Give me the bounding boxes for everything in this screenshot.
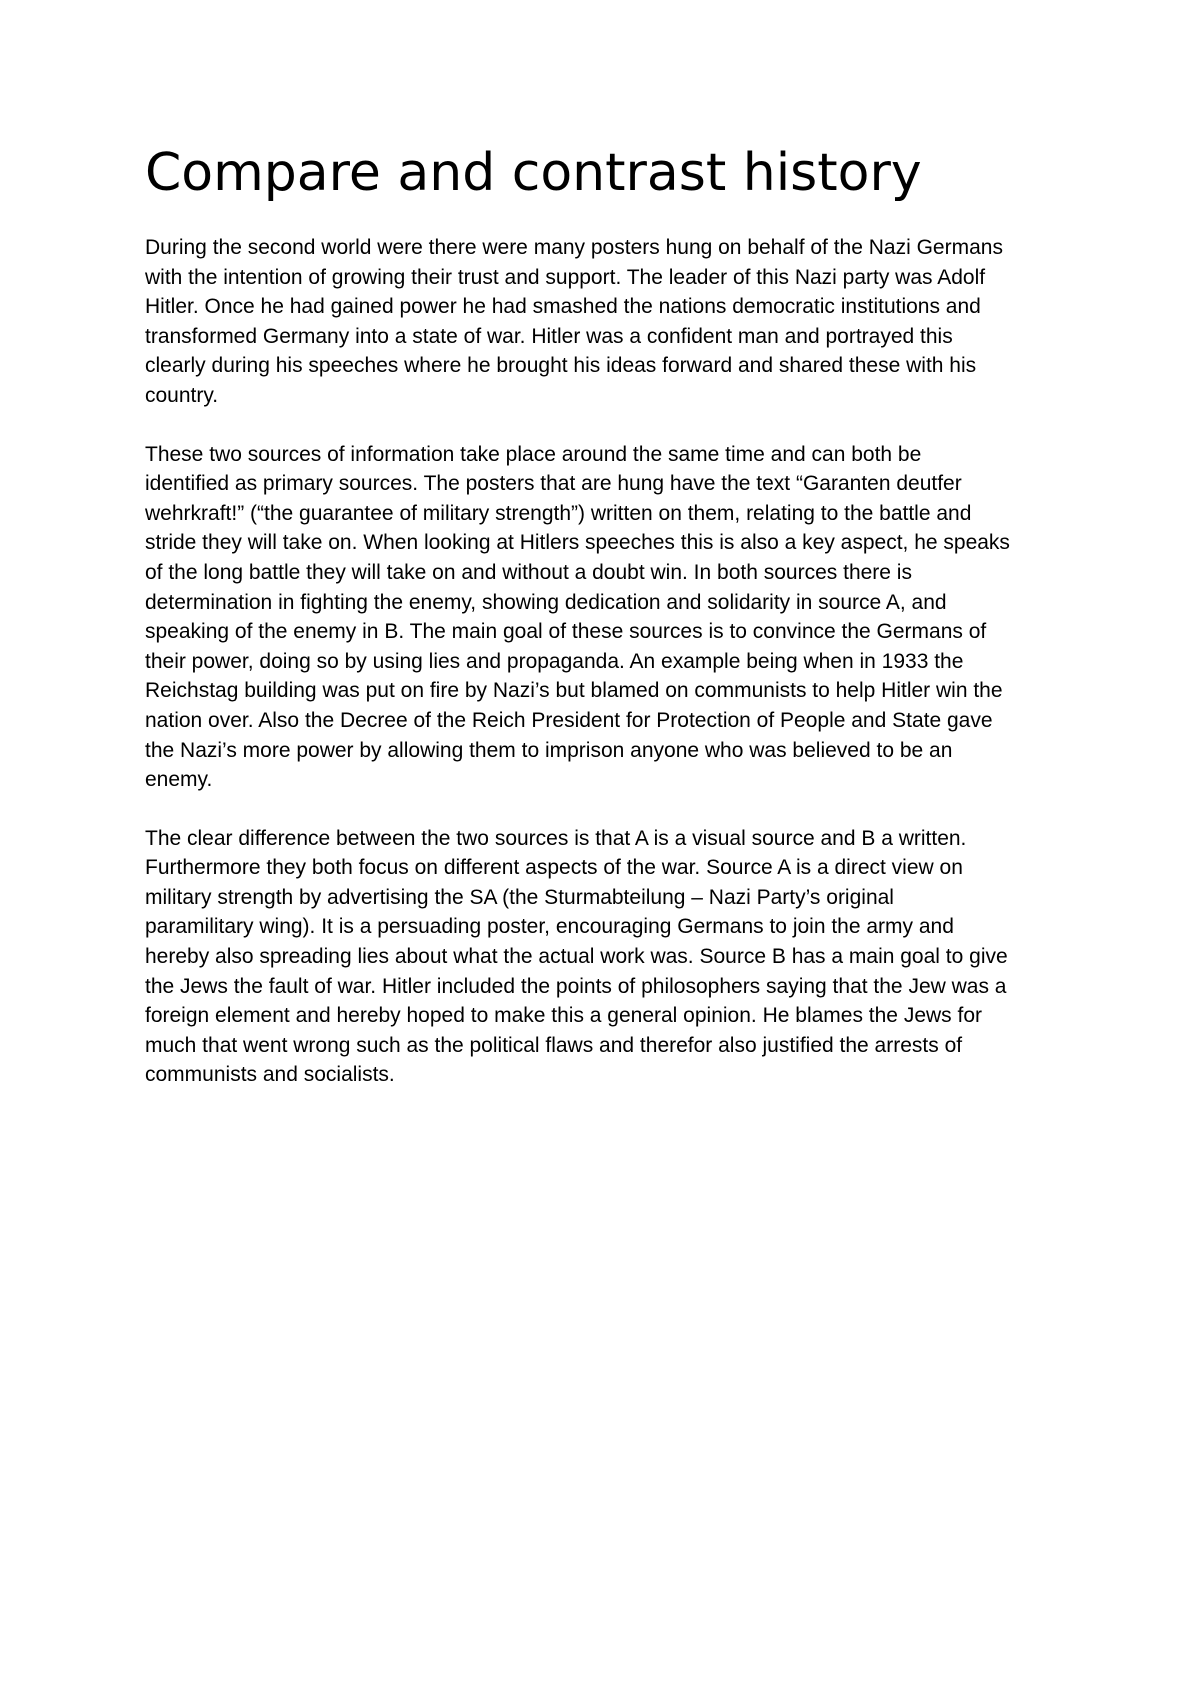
text-line: nation over. Also the Decree of the Reich President for Protection of People and State gave [145, 708, 993, 732]
text-line: of the long battle they will take on and without a doubt win. In both sources there is [145, 560, 912, 584]
paragraph-differences [145, 824, 1075, 1090]
text-line: Reichstag building was put on fire by Nazi’s but blamed on communists to help Hitler win the [145, 679, 1003, 703]
text-line: with the intention of growing their trust and support. The leader of this Nazi party was Adolf [145, 265, 986, 289]
text-line: wehrkraft!” (“the guarantee of military strength”) written on them, relating to the battle and [145, 501, 972, 525]
text-line: foreign element and hereby hoped to make this a general opinion. He blames the Jews for [145, 1004, 983, 1028]
text-line: the Nazi’s more power by allowing them to imprison anyone who was believed to be an [145, 738, 953, 762]
text-line: transformed Germany into a state of war. Hitler was a confident man and portrayed this [145, 324, 953, 348]
text-line: the Jews the fault of war. Hitler included the points of philosophers saying that the Jew was a [145, 974, 1007, 998]
text-line: communists and socialists. [145, 1063, 395, 1087]
text-line: enemy. [145, 768, 213, 792]
document-title: Compare and contrast history [145, 143, 922, 203]
paragraph-similarities [145, 440, 1075, 795]
text-line: speaking of the enemy in B. The main goal of these sources is to convince the Germans of [145, 620, 987, 644]
paragraph-introduction [145, 233, 1075, 411]
document-body [145, 138, 1075, 1119]
text-line: identified as primary sources. The posters that are hung have the text “Garanten deutfer [145, 472, 962, 496]
text-line: These two sources of information take place around the same time and can both be [145, 442, 922, 466]
text-line: The clear difference between the two sources is that A is a visual source and B a written. [145, 826, 967, 850]
text-line: military strength by advertising the SA (the Sturmabteilung – Nazi Party’s original [145, 885, 894, 909]
text-line: During the second world were there were many posters hung on behalf of the Nazi Germans [145, 236, 1003, 259]
text-line: determination in fighting the enemy, showing dedication and solidarity in source A, and [145, 590, 947, 614]
text-line: stride they will take on. When looking at Hitlers speeches this is also a key aspect, he speaks [145, 531, 1010, 555]
text-line: Furthermore they both focus on different aspects of the war. Source A is a direct view on [145, 856, 963, 880]
text-line: much that went wrong such as the political flaws and therefor also justified the arrests of [145, 1033, 963, 1057]
text-line: country. [145, 383, 219, 407]
text-line: Hitler. Once he had gained power he had smashed the nations democratic institutions and [145, 295, 981, 319]
text-line: paramilitary wing). It is a persuading poster, encouraging Germans to join the army and [145, 915, 954, 939]
text-line: hereby also spreading lies about what the actual work was. Source B has a main goal to give [145, 945, 1008, 969]
text-line: their power, doing so by using lies and propaganda. An example being when in 1933 the [145, 649, 964, 673]
text-line: clearly during his speeches where he brought his ideas forward and shared these with his [145, 354, 977, 378]
